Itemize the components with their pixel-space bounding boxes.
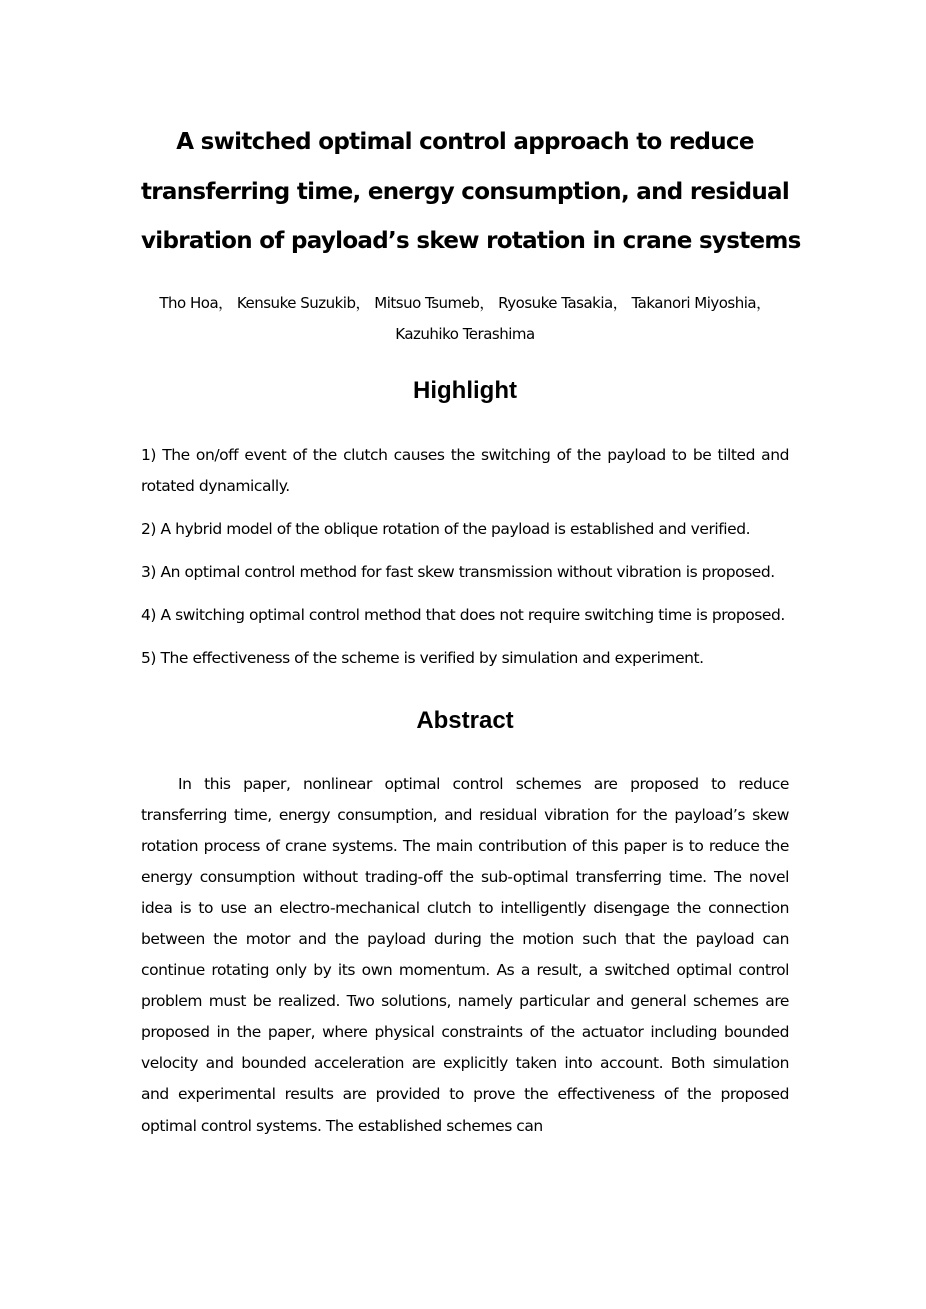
abstract-heading: Abstract — [416, 706, 514, 734]
highlight-item: 4) A switching optimal control method that does not require switching time is proposed. — [141, 605, 785, 624]
highlight-item: 3) An optimal control method for fast skew transmission without vibration is proposed. — [141, 562, 775, 581]
highlight-item: 5) The effectiveness of the scheme is verified by simulation and experiment. — [141, 648, 704, 667]
paper-page — [141, 118, 801, 1142]
title-line: transferring time, energy consumption, and residual — [141, 178, 790, 205]
highlight-list — [141, 440, 789, 674]
abstract-text: In this paper, nonlinear optimal control schemes are proposed to reduce transferring time, energy consumption, and residual vibration for the payload’s skew rotation process of crane systems. The main contribution of this paper is to reduce the energy consumption without trading-off the sub-optimal transferring time. The novel idea is to use an electro-mechanical clutch to intelligently disengage the connection between the motor and the payload during the motion such that the payload can continue rotating only by its own momentum. As a result, a switched optimal control problem must be realized. Two solutions, namely particular and general schemes are proposed in the paper, where physical constraints of the actuator including bounded velocity and bounded acceleration are explicitly taken into account. Both simulation and experimental results are provided to prove the effectiveness of the proposed optimal control systems. The established schemes can — [141, 774, 789, 1135]
highlight-item: 2) A hybrid model of the oblique rotation of the payload is established and verified. — [141, 519, 751, 538]
title-line: A switched optimal control approach to reduce — [176, 129, 754, 155]
highlight-item: 1) The on/off event of the clutch causes the switching of the payload to be tilted and rotated dynamically. — [141, 445, 789, 495]
author-line: Kazuhiko Terashima — [395, 324, 535, 343]
paper-title — [141, 118, 801, 267]
author-list — [141, 288, 789, 350]
title-line: vibration of payload’s skew rotation in crane systems — [141, 228, 801, 254]
highlight-heading: Highlight — [413, 376, 517, 404]
author-line: Tho Hoa， Kensuke Suzukib， Mitsuo Tsumeb， Ryosuke Tasakia， Takanori Miyoshia， — [159, 293, 771, 312]
